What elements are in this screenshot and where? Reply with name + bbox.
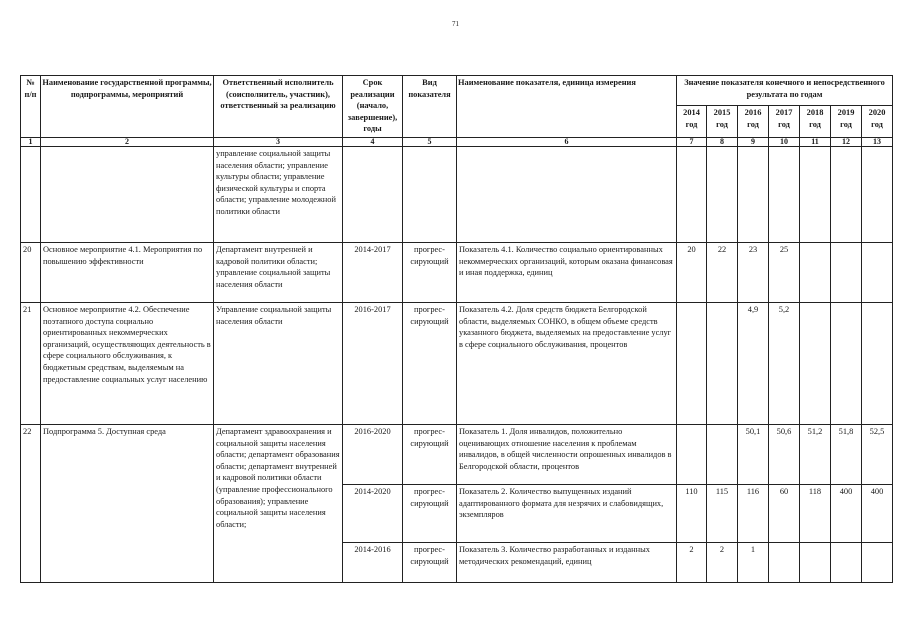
value-cell [677, 303, 707, 425]
indicator-cell: Показатель 3. Количество разработанных и изданных методических рекомендаций, единиц [457, 543, 677, 583]
value-cell: 25 [769, 243, 800, 303]
table-row [21, 303, 893, 425]
column-number: 9 [738, 138, 769, 147]
header-type: Вид показателя [403, 76, 457, 138]
value-cell [862, 543, 893, 583]
value-cell: 50,6 [769, 425, 800, 485]
type-cell: прогрес- сирующий [403, 425, 457, 485]
activity-name: Подпрограмма 5. Доступная среда [41, 425, 214, 583]
header-year: 2014 год [677, 106, 707, 138]
type-cell: прогрес- сирующий [403, 485, 457, 543]
value-cell: 50,1 [738, 425, 769, 485]
executor-cell: Управление социальной защиты населения области [214, 303, 343, 425]
table-row [21, 147, 893, 243]
header-year: 2018 год [800, 106, 831, 138]
column-number: 12 [831, 138, 862, 147]
activity-name: Основное мероприятие 4.2. Обеспечение поэтапного доступа социально ориентированных некоммерческих организаций, осуществляющих деятельность в сфере социального обслуживания, к бюджетным средствам, выделяемым на предоставление социальных услуг населению [41, 303, 214, 425]
value-cell: 115 [707, 485, 738, 543]
value-cell [831, 243, 862, 303]
row-number: 22 [21, 425, 41, 583]
column-number: 8 [707, 138, 738, 147]
period-cell: 2014-2017 [343, 243, 403, 303]
value-cell [831, 303, 862, 425]
value-cell [677, 425, 707, 485]
executor-cell: управление социальной защиты населения области; управление культуры области; управление физической культуры и спорта области; управление молодежной политики области [214, 147, 343, 243]
value-cell: 22 [707, 243, 738, 303]
executor-cell: Департамент внутренней и кадровой политики области; управление социальной защиты населения области [214, 243, 343, 303]
type-cell: прогрес- сирующий [403, 543, 457, 583]
header-name: Наименование государственной программы, подпрограммы, мероприятий [41, 76, 214, 138]
value-cell [800, 543, 831, 583]
header-year: 2020 год [862, 106, 893, 138]
header-values-group: Значение показателя конечного и непосредственного результата по годам [677, 76, 893, 106]
value-cell: 51,2 [800, 425, 831, 485]
period-cell: 2016-2020 [343, 425, 403, 485]
value-cell: 5,2 [769, 303, 800, 425]
period-cell: 2014-2020 [343, 485, 403, 543]
value-cell: 400 [862, 485, 893, 543]
table-row [21, 243, 893, 303]
value-cell [800, 303, 831, 425]
type-cell: прогрес- сирующий [403, 303, 457, 425]
header-period: Срок реализации (начало, завершение), годы [343, 76, 403, 138]
value-cell [707, 303, 738, 425]
value-cell: 51,8 [831, 425, 862, 485]
executor-cell: Департамент здравоохранения и социальной защиты населения области; департамент образования области; департамент внутренней и кадровой политики области (управление профессионального образования); управление социальной защиты населения области; [214, 425, 343, 583]
header-executor: Ответственный исполнитель (соисполнитель, участник), ответственный за реализацию [214, 76, 343, 138]
column-number: 1 [21, 138, 41, 147]
value-cell: 23 [738, 243, 769, 303]
indicator-cell: Показатель 4.1. Количество социально ориентированных некоммерческих организаций, которым оказана финансовая и иная поддержка, единиц [457, 243, 677, 303]
header-year: 2015 год [707, 106, 738, 138]
type-cell: прогрес- сирующий [403, 243, 457, 303]
period-cell: 2014-2016 [343, 543, 403, 583]
row-number: 20 [21, 243, 41, 303]
program-indicators-table [20, 75, 893, 583]
header-year: 2019 год [831, 106, 862, 138]
value-cell: 116 [738, 485, 769, 543]
value-cell: 20 [677, 243, 707, 303]
value-cell [862, 243, 893, 303]
column-number: 13 [862, 138, 893, 147]
value-cell: 1 [738, 543, 769, 583]
value-cell: 400 [831, 485, 862, 543]
indicator-cell: Показатель 1. Доля инвалидов, положительно оценивающих отношение населения к проблемам инвалидов, в общей численности опрошенных инвалидов в Белгородской области, процентов [457, 425, 677, 485]
value-cell: 2 [677, 543, 707, 583]
header-num: № п/п [21, 76, 41, 138]
column-number: 2 [41, 138, 214, 147]
value-cell: 60 [769, 485, 800, 543]
column-number: 4 [343, 138, 403, 147]
column-number: 7 [677, 138, 707, 147]
header-year: 2016 год [738, 106, 769, 138]
header-year: 2017 год [769, 106, 800, 138]
column-number: 11 [800, 138, 831, 147]
column-number: 5 [403, 138, 457, 147]
value-cell: 110 [677, 485, 707, 543]
value-cell [800, 243, 831, 303]
indicator-cell: Показатель 4.2. Доля средств бюджета Белгородской области, выделяемых СОНКО, в общем объеме средств указанного бюджета, выделяемых на предоставление услуг в сфере социального обслуживания, процентов [457, 303, 677, 425]
value-cell: 4,9 [738, 303, 769, 425]
header-indicator: Наименование показателя, единица измерения [457, 76, 677, 138]
value-cell: 2 [707, 543, 738, 583]
table-row [21, 425, 893, 485]
value-cell [707, 425, 738, 485]
column-number: 10 [769, 138, 800, 147]
column-number: 3 [214, 138, 343, 147]
column-number: 6 [457, 138, 677, 147]
value-cell [862, 303, 893, 425]
value-cell [769, 543, 800, 583]
period-cell: 2016-2017 [343, 303, 403, 425]
page-number: 71 [452, 20, 459, 28]
activity-name: Основное мероприятие 4.1. Мероприятия по повышению эффективности [41, 243, 214, 303]
value-cell: 118 [800, 485, 831, 543]
row-number: 21 [21, 303, 41, 425]
value-cell: 52,5 [862, 425, 893, 485]
indicator-cell: Показатель 2. Количество выпущенных изданий адаптированного формата для незрячих и слабовидящих, экземпляров [457, 485, 677, 543]
value-cell [831, 543, 862, 583]
